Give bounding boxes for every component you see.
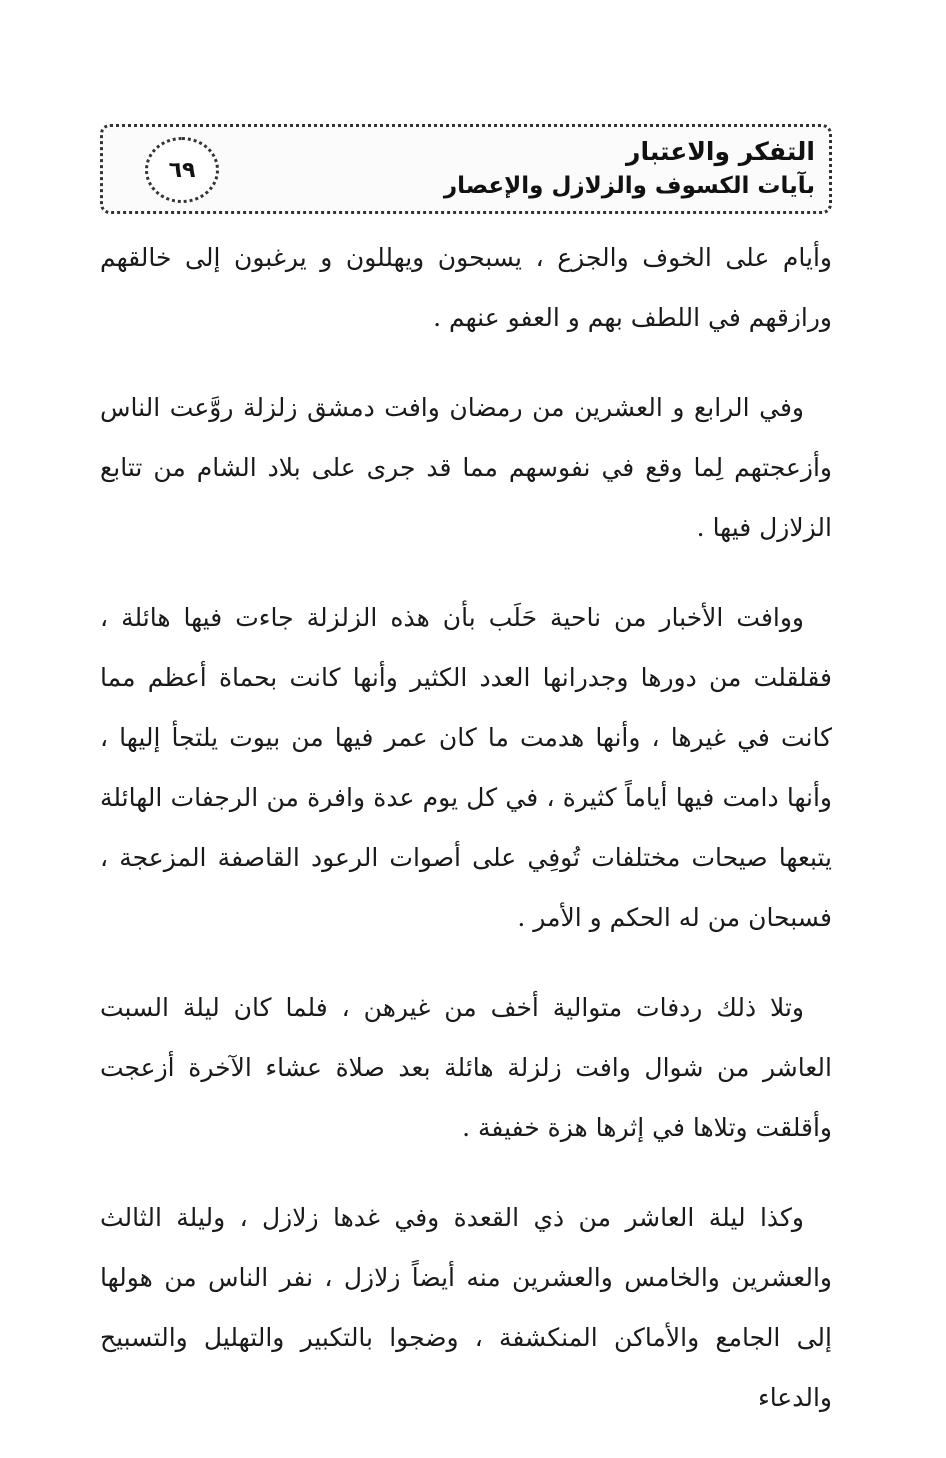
paragraph-3: ووافت الأخبار من ناحية حَلَب بأن هذه الزلزلة جاءت فيها هائلة ، فقلقلت من دورها وجدرانها العدد الكثير وأنها كانت بحماة أعظم مما كانت في غيرها ، وأنها هدمت ما كان عمر فيها من بيوت يلتجأ إليها ، وأنها دامت فيها أياماً كثيرة ، في كل يوم عدة وافرة من الرجفات الهائلة يتبعها صيحات مختلفات تُوفِي على أصوات الرعود القاصفة المزعجة ، فسبحان من له الحكم و الأمر . — [100, 603, 832, 932]
paragraph-5: وكذا ليلة العاشر من ذي القعدة وفي غدها زلازل ، وليلة الثالث والعشرين والخامس والعشرين منه أيضاً زلازل ، نفر الناس من هولها إلى الجامع والأماكن المنكشفة ، وضجوا بالتكبير والتهليل والتسبيح والدعاء — [100, 1203, 832, 1412]
page-number-badge — [145, 137, 219, 203]
body-text — [100, 228, 832, 1458]
page-header — [100, 124, 832, 214]
book-subtitle: بآيات الكسوف والزلازل والإعصار — [443, 173, 815, 199]
book-title: التفكر والاعتبار — [626, 137, 815, 166]
paragraph-1: وأيام على الخوف والجزع ، يسبحون ويهللون و يرغبون إلى خالقهم ورازقهم في اللطف بهم و العفو عنهم . — [100, 243, 832, 332]
paragraph-4: وتلا ذلك ردفات متوالية أخف من غيرهن ، فلما كان ليلة السبت العاشر من شوال وافت زلزلة هائلة بعد صلاة عشاء الآخرة أزعجت وأقلقت وتلاها في إثرها هزة خفيفة . — [100, 993, 832, 1142]
header-titles — [444, 135, 815, 203]
paragraph-2: وفي الرابع و العشرين من رمضان وافت دمشق زلزلة روَّعت الناس وأزعجتهم لِما وقع في نفوسهم مما قد جرى على بلاد الشام من تتابع الزلازل فيها . — [100, 393, 832, 542]
page-number: ٦٩ — [168, 157, 196, 183]
